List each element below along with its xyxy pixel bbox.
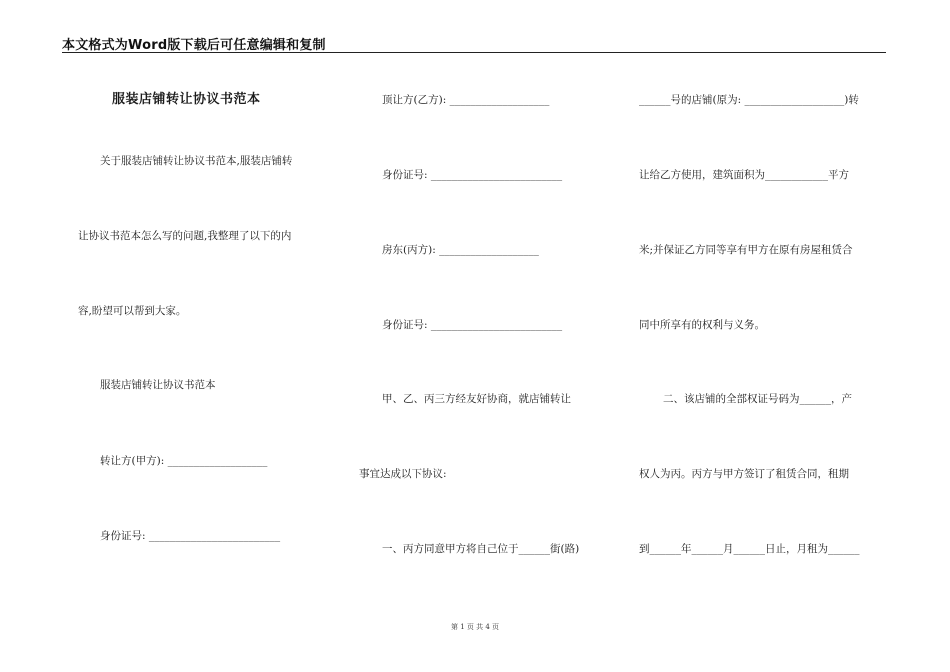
paragraph-line: 让给乙方使用，建筑面积为____________平方 bbox=[639, 169, 849, 181]
clause-line: 二、该店铺的全部权证号码为______，产 bbox=[663, 393, 852, 405]
column-3 bbox=[636, 0, 886, 672]
subheading-line: 服装店铺转让协议书范本 bbox=[100, 379, 216, 391]
paragraph-line: 甲、乙、丙三方经友好协商，就店铺转让 bbox=[382, 393, 571, 405]
document-title: 服装店铺转让协议书范本 bbox=[112, 92, 261, 107]
id-number-field: 身份证号: _________________________ bbox=[382, 169, 563, 181]
id-number-field: 身份证号: _________________________ bbox=[100, 530, 281, 542]
page-number: 第 1 页 共 4 页 bbox=[450, 623, 500, 631]
paragraph-line: 让协议书范本怎么写的问题,我整理了以下的内 bbox=[78, 230, 292, 242]
header-text: 本文格式为Word版下载后可任意编辑和复制 bbox=[62, 38, 326, 53]
paragraph-line: 到______年______月______日止，月租为______ bbox=[639, 543, 860, 555]
transferor-field: 转让方(甲方): ___________________ bbox=[100, 455, 268, 467]
paragraph-line: 关于服装店铺转让协议书范本,服装店铺转 bbox=[100, 155, 293, 167]
column-1 bbox=[62, 0, 332, 672]
paragraph-line: 事宜达成以下协议: bbox=[359, 468, 447, 480]
paragraph-line: ______号的店铺(原为: ___________________)转 bbox=[639, 94, 859, 106]
paragraph-line: 同中所享有的权利与义务。 bbox=[639, 319, 765, 331]
paragraph-line: 权人为丙。丙方与甲方签订了租赁合同，租期 bbox=[639, 468, 849, 480]
id-number-field: 身份证号: _________________________ bbox=[382, 319, 563, 331]
column-2 bbox=[352, 0, 622, 672]
assignee-field: 顶让方(乙方): ___________________ bbox=[382, 94, 550, 106]
paragraph-line: 容,盼望可以帮到大家。 bbox=[78, 305, 187, 317]
paragraph-line: 米;并保证乙方同等享有甲方在原有房屋租赁合 bbox=[639, 244, 853, 256]
landlord-field: 房东(丙方): ___________________ bbox=[382, 244, 539, 256]
clause-line: 一、丙方同意甲方将自己位于______街(路) bbox=[382, 543, 580, 555]
